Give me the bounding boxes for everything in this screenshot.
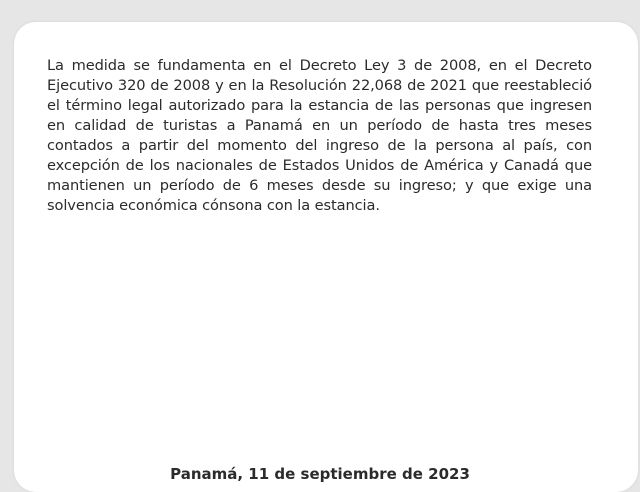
place-date-line: Panamá, 11 de septiembre de 2023	[170, 465, 470, 483]
body-paragraph: La medida se fundamenta en el Decreto Ley 3 de 2008, en el Decreto Ejecutivo 320 de 2008 y en la Resolución 22,068 de 2021 que reestableció el término legal autorizado para la estancia de las personas que ingresen en calidad de turistas a Panamá en un período de hasta tres meses contados a partir del momento del ingreso de la persona al país, con excepción de los nacionales de Estados Unidos de América y Canadá que mantienen un período de 6 meses desde su ingreso; y que exige una solvencia económica cónsona con la estancia.	[47, 57, 592, 214]
